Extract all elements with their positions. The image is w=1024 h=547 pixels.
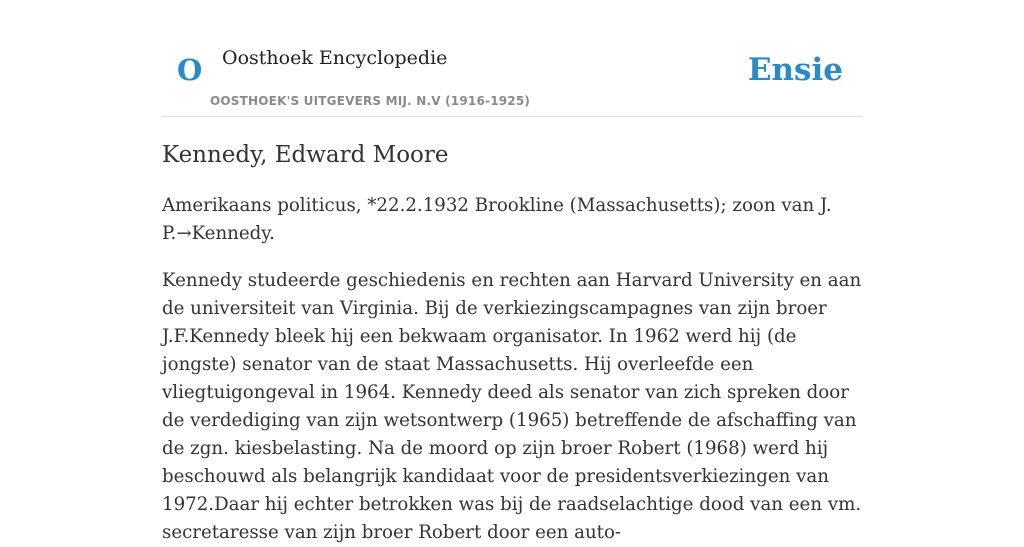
body-paragraph: Kennedy studeerde geschiedenis en rechten aan Harvard University en aan de universiteit van Virginia. Bij de verkiezingscampagnes van zijn broer J.F.Kennedy bleek hij een bekwaam organisator. In 1962 werd hij (de jongste) senator van de staat Massachusetts. Hij overleefde een vliegtuigongeval in 1964. Kennedy deed als senator van zich spreken door de verdediging van zijn wetsontwerp (1965) betreffende de afschaffing van de zgn. kiesbelasting. Na de moord op zijn broer Robert (1968) werd hij beschouwd als belangrijk kandidaat voor de presidentsverkiezingen van 1972.Daar hij echter betrokken was bij de raadselachtige dood van een vm. secretaresse van zijn broer Robert door een auto- <box>162 270 862 543</box>
intro-paragraph <box>162 192 862 248</box>
site-title[interactable]: Oosthoek Encyclopedie <box>222 47 448 69</box>
kennedy-cross-reference-link[interactable]: →Kennedy <box>176 223 270 244</box>
page-container <box>162 0 862 543</box>
intro-text: Amerikaans politicus, *22.2.1932 Brookline (Massachusetts); zoon van J. P. <box>162 195 832 244</box>
ensie-logo-link[interactable]: Ensie <box>747 52 843 88</box>
entry-title: Kennedy, Edward Moore <box>162 142 449 168</box>
intro-text-end: . <box>269 223 275 244</box>
site-header <box>162 0 862 117</box>
publisher-subtitle: OOSTHOEK'S UITGEVERS MIJ. N.V (1916-1925) <box>210 94 531 108</box>
oosthoek-logo[interactable]: O <box>177 53 203 87</box>
